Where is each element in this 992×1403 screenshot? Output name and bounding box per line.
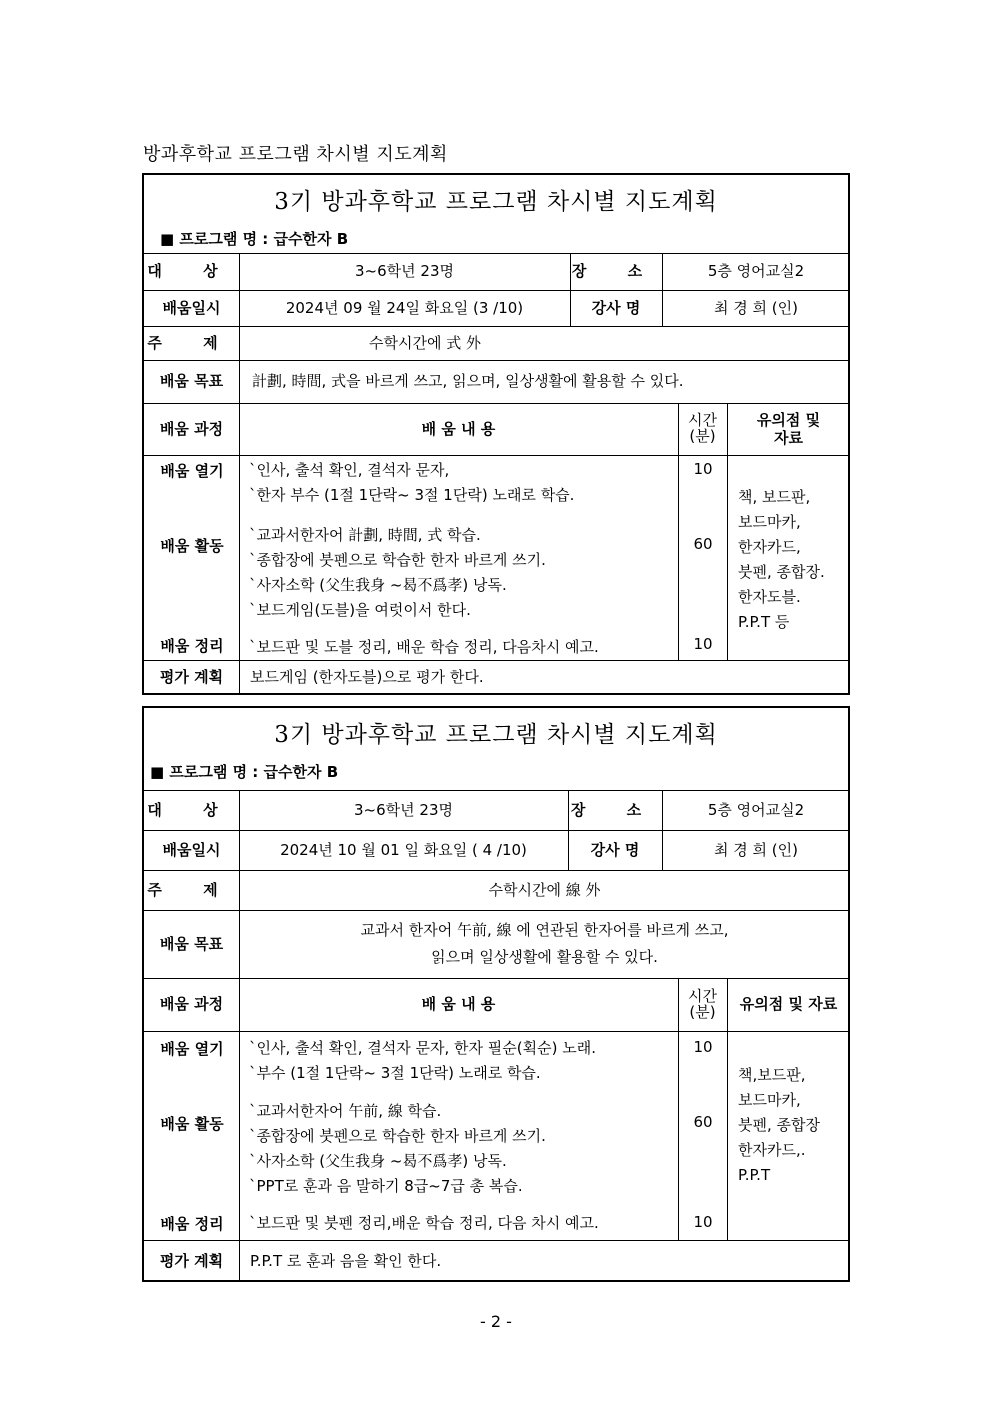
eval-value: 보드게임 (한자도블)으로 평가 한다. [250, 668, 484, 687]
topic-label: 주 제 [147, 333, 236, 352]
plan-title: 3기 방과후학교 프로그램 차시별 지도계획 [274, 722, 718, 748]
content-line: `보드게임(도블)을 여럿이서 한다. [249, 601, 471, 619]
content-line: `종합장에 붓펜으로 학습한 한자 바르게 쓰기. [249, 551, 546, 569]
goal-label: 배움 목표 [159, 372, 224, 391]
content-line: `한자 부수 (1절 1단락~ 3절 1단락) 노래로 학습. [249, 486, 575, 504]
content-line: `보드판 및 붓펜 정리,배운 학습 정리, 다음 차시 예고. [249, 1214, 599, 1232]
stage-open-label: 배움 열기 [160, 462, 224, 480]
time-value: 60 [693, 535, 713, 553]
time-value: 10 [693, 460, 713, 478]
material-line: 붓펜, 종합장. [738, 563, 825, 581]
stage-activity-label: 배움 활동 [160, 1115, 224, 1133]
teacher-label: 강사 명 [591, 298, 641, 317]
program-name: ■ 프로그램 명 : 급수한자 B [160, 230, 349, 248]
material-line: P.P.T [738, 1166, 771, 1184]
material-line: 한자카드,. [738, 1141, 806, 1159]
date-value: 2024년 09 월 24일 화요일 (3 /10) [285, 298, 524, 317]
goal-line: 읽으며 일상생활에 활용할 수 있다. [431, 948, 658, 966]
material-line: 책, 보드판, [738, 488, 811, 506]
content-line: `PPT로 훈과 음 말하기 8급~7급 총 복습. [249, 1177, 523, 1195]
goal-line: 교과서 한자어 午前, 線 에 연관된 한자어를 바르게 쓰고, [360, 921, 729, 939]
content-line: `사자소학 (父生我身 ~曷不爲孝) 낭독. [249, 576, 507, 594]
topic-value: 수학시간에 線 外 [488, 880, 601, 899]
stage-activity-label: 배움 활동 [160, 537, 224, 555]
content-header: 배 움 내 용 [421, 419, 496, 438]
content-line: `보드판 및 도블 정리, 배운 학습 정리, 다음차시 예고. [249, 638, 599, 656]
content-line: `교과서한자어 計劃, 時間, 式 학습. [249, 526, 481, 544]
time-header: 시간 (분) [688, 986, 717, 1021]
goal-text [239, 910, 850, 978]
place-label: 장 소 [571, 262, 661, 281]
eval-label: 평가 계획 [159, 1251, 224, 1270]
content-line: `사자소학 (父生我身 ~曷不爲孝) 낭독. [249, 1152, 507, 1170]
place-label: 장 소 [570, 800, 660, 819]
goal-text: 計劃, 時間, 式을 바르게 쓰고, 읽으며, 일상생활에 활용할 수 있다. [252, 372, 684, 391]
lesson-plan-table-2 [142, 706, 850, 1282]
stage-open-label: 배움 열기 [160, 1040, 224, 1058]
date-label: 배움일시 [162, 298, 221, 317]
process-label: 배움 과정 [159, 995, 224, 1014]
topic-label: 주 제 [147, 880, 236, 899]
material-line: 한자도블. [738, 588, 801, 606]
target-value: 3~6학년 23명 [354, 800, 453, 819]
process-label: 배움 과정 [159, 419, 224, 438]
content-line: `교과서한자어 午前, 線 학습. [249, 1102, 442, 1120]
content-line: `종합장에 붓펜으로 학습한 한자 바르게 쓰기. [249, 1127, 546, 1145]
content-line: `인사, 출석 확인, 결석자 문자, 한자 필순(획순) 노래. [249, 1039, 596, 1057]
date-value: 2024년 10 월 01 일 화요일 ( 4 /10) [280, 840, 527, 859]
material-line: 보드마카, [738, 513, 801, 531]
place-value: 5층 영어교실2 [707, 800, 805, 819]
material-line: 보드마카, [738, 1091, 801, 1109]
program-name: ■ 프로그램 명 : 급수한자 B [150, 763, 339, 781]
material-line: 한자카드, [738, 538, 801, 556]
target-label: 대 상 [147, 800, 236, 819]
place-value: 5층 영어교실2 [707, 262, 805, 281]
time-value: 10 [693, 1038, 713, 1056]
content-header: 배 움 내 용 [421, 995, 496, 1014]
eval-label: 평가 계획 [159, 668, 224, 687]
date-label: 배움일시 [162, 840, 221, 859]
teacher-value: 최 경 희 (인) [714, 298, 798, 317]
eval-value: P.P.T 로 훈과 음을 확인 한다. [250, 1251, 442, 1270]
time-value: 10 [693, 635, 713, 653]
stage-close-label: 배움 정리 [160, 1215, 224, 1233]
target-label: 대 상 [147, 262, 236, 281]
goal-label: 배움 목표 [159, 934, 224, 953]
material-header: 유의점 및 자료 [756, 411, 821, 447]
content-line: `부수 (1절 1단락~ 3절 1단락) 노래로 학습. [249, 1064, 541, 1082]
plan-title: 3기 방과후학교 프로그램 차시별 지도계획 [274, 189, 718, 215]
teacher-label: 강사 명 [590, 840, 640, 859]
material-line: P.P.T 등 [738, 613, 790, 631]
time-header: 시간 (분) [688, 411, 717, 445]
time-value: 10 [693, 1213, 713, 1231]
lesson-plan-table-1 [142, 173, 850, 695]
topic-value: 수학시간에 式 外 [369, 333, 481, 352]
material-line: 책,보드판, [738, 1066, 806, 1084]
time-value: 60 [693, 1113, 713, 1131]
stage-close-label: 배움 정리 [160, 637, 224, 655]
document-heading: 방과후학교 프로그램 차시별 지도계획 [143, 144, 448, 165]
content-line: `인사, 출석 확인, 결석자 문자, [249, 461, 450, 479]
material-line: 붓펜, 종합장 [738, 1116, 820, 1134]
material-header: 유의점 및 자료 [739, 995, 838, 1014]
teacher-value: 최 경 희 (인) [714, 840, 798, 859]
target-value: 3~6학년 23명 [355, 262, 454, 281]
page-number: - 2 - [480, 1312, 512, 1331]
